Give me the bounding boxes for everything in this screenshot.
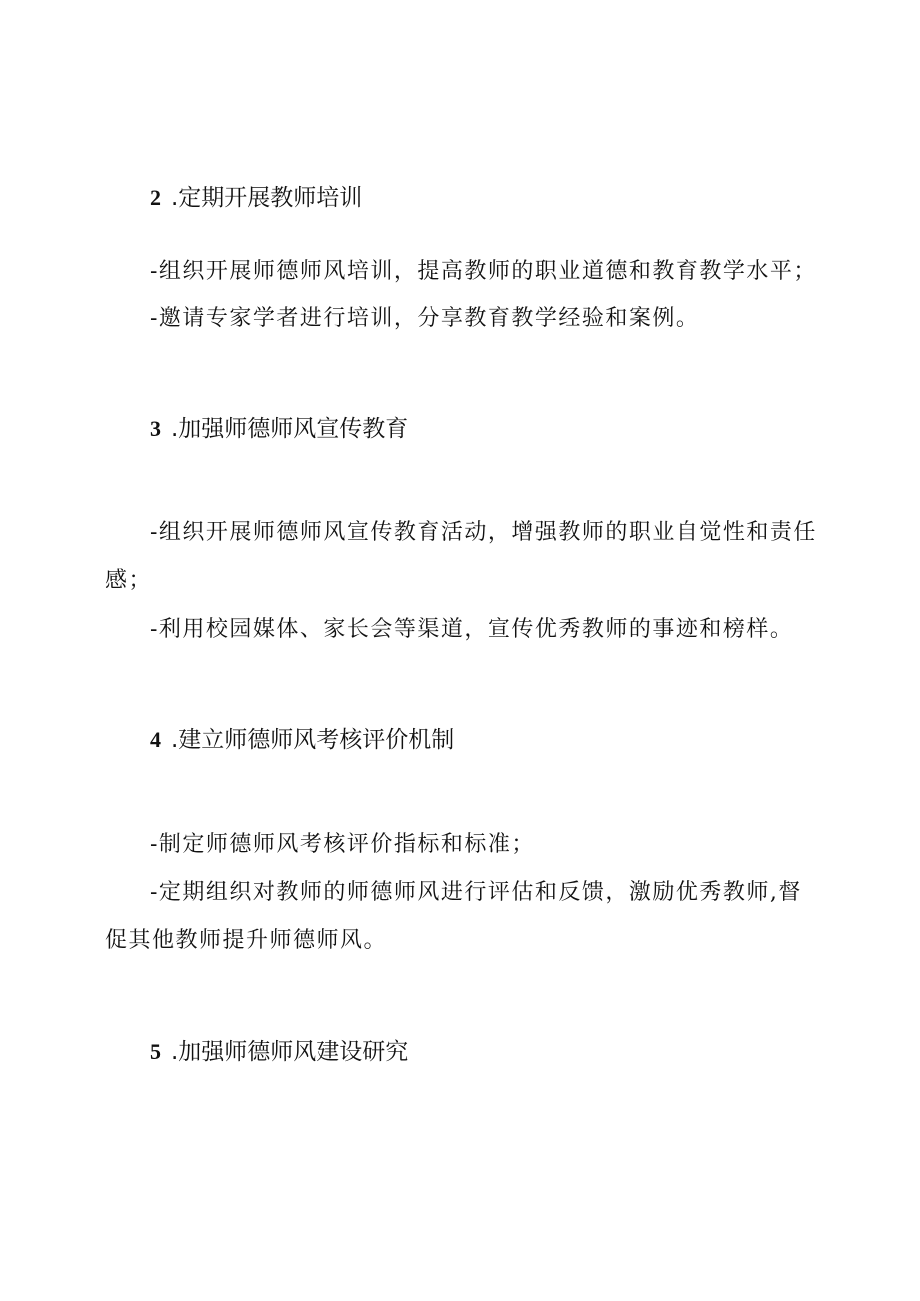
section-number: 5 <box>150 1039 161 1064</box>
section-heading <box>150 414 408 444</box>
paragraph-line: 感； <box>105 568 153 593</box>
paragraph-line: -邀请专家学者进行培训，分享教育教学经验和案例。 <box>150 306 700 331</box>
section-heading <box>150 725 454 755</box>
paragraph-line: -组织开展师德师风培训，提高教师的职业道德和教育教学水平； <box>150 259 817 284</box>
section-title: .加强师德师风建设研究 <box>171 1039 409 1065</box>
section-title: .加强师德师风宣传教育 <box>171 416 409 442</box>
section-heading <box>150 1037 408 1067</box>
paragraph-line: -组织开展师德师风宣传教育活动，增强教师的职业自觉性和责任 <box>150 520 817 545</box>
paragraph-line: 促其他教师提升师德师风。 <box>105 928 388 953</box>
section-number: 3 <box>150 416 161 441</box>
paragraph-line: -定期组织对教师的师德师风进行评估和反馈，激励优秀教师,督 <box>150 880 802 905</box>
paragraph-line: -利用校园媒体、家长会等渠道，宣传优秀教师的事迹和榜样。 <box>150 617 794 642</box>
section-number: 2 <box>150 185 161 210</box>
section-title: .定期开展教师培训 <box>171 185 363 211</box>
section-number: 4 <box>150 727 161 752</box>
section-heading <box>150 183 362 213</box>
section-title: .建立师德师风考核评价机制 <box>171 727 455 753</box>
paragraph-line: -制定师德师风考核评价指标和标准； <box>150 832 535 857</box>
